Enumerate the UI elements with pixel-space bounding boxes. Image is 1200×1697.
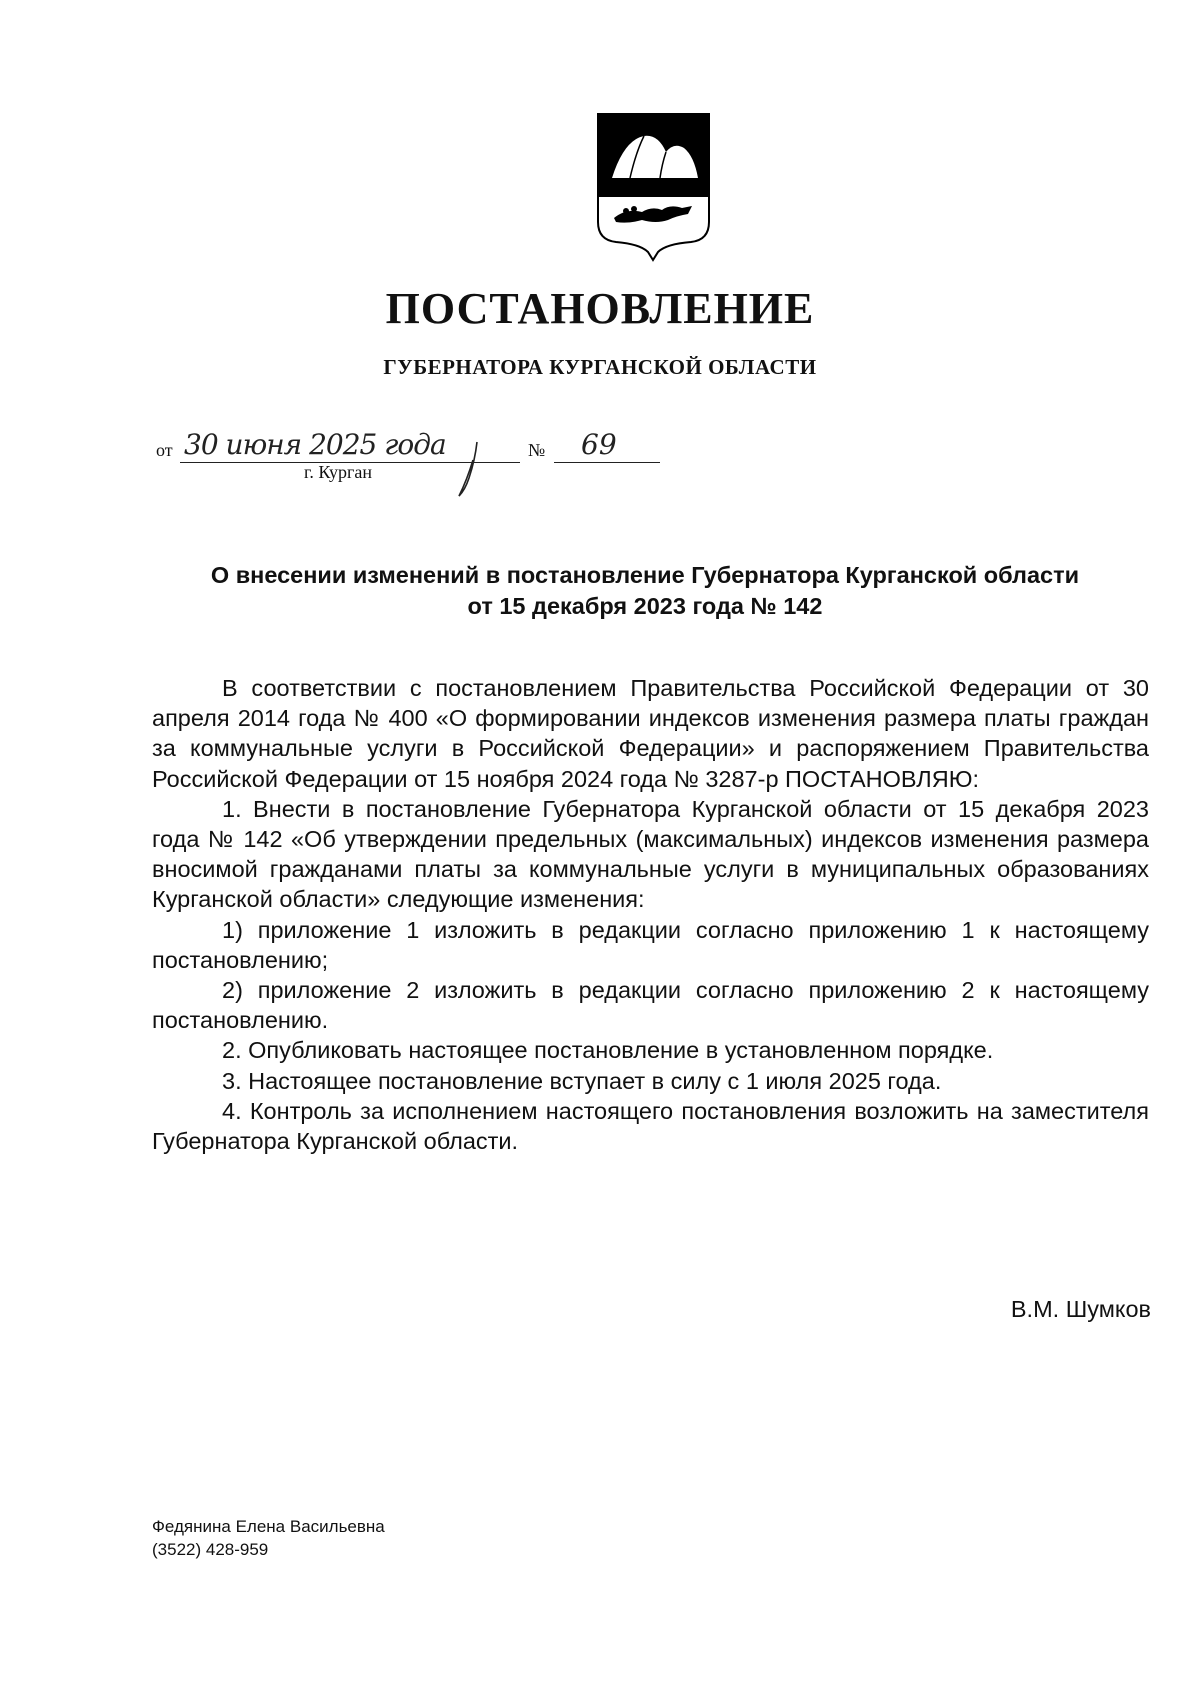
body-paragraph: 3. Настоящее постановление вступает в силу с 1 июля 2025 года. — [222, 1067, 942, 1094]
body-paragraph: 1. Внести в постановление Губернатора Курганской области от 15 декабря 2023 года № 142 «Об утверждении предельных (максимальных) индексов изменения размера вносимой гражданами платы за коммунальные услуги в муниципальных образованиях Курганской области» следующие изменения: — [152, 795, 1149, 913]
body-paragraph: 2. Опубликовать настоящее постановление в установленном порядке. — [222, 1037, 994, 1064]
executor-block — [152, 1515, 385, 1561]
city-label: г. Курган — [304, 462, 373, 482]
body-paragraph: 1) приложение 1 изложить в редакции согласно приложению 1 к настоящему постановлению; — [152, 916, 1149, 973]
handwriting-stroke — [455, 440, 485, 500]
signatory-name: В.М. Шумков — [1010, 1296, 1151, 1322]
body-paragraph: 4. Контроль за исполнением настоящего постановления возложить на заместителя Губернатора Курганской области. — [152, 1097, 1149, 1155]
executor-phone: (3522) 428-959 — [152, 1540, 269, 1559]
title-line-1: О внесении изменений в постановление Губернатора Курганской области — [210, 562, 1080, 588]
registration-line — [156, 430, 676, 470]
issuer-heading: ГУБЕРНАТОРА КУРГАНСКОЙ ОБЛАСТИ — [383, 355, 817, 379]
handwritten-date: 30 июня 2025 года — [184, 428, 446, 461]
document-body — [152, 673, 1149, 1156]
handwritten-number: 69 — [581, 428, 617, 461]
title-line-2: от 15 декабря 2023 года № 142 — [467, 593, 823, 619]
document-type-heading: ПОСТАНОВЛЕНИЕ — [385, 284, 815, 333]
body-paragraph: В соответствии с постановлением Правительства Российской Федерации от 30 апреля 2014 года № 400 «О формировании индексов изменения размера платы граждан за коммунальные услуги в Российской Федерации» и распоряжением Правительства Российской Федерации от 15 ноября 2024 года № 3287-р ПОСТАНОВЛЯЮ: — [152, 675, 1149, 792]
body-paragraph: 2) приложение 2 изложить в редакции согласно приложению 2 к настоящему постановлению. — [152, 977, 1149, 1034]
document-title — [150, 560, 1140, 622]
executor-name: Федянина Елена Васильевна — [152, 1517, 385, 1536]
date-prefix-label: от — [156, 440, 173, 460]
coat-of-arms-icon — [596, 112, 711, 262]
number-underline — [554, 462, 660, 463]
number-label: № — [528, 440, 546, 460]
